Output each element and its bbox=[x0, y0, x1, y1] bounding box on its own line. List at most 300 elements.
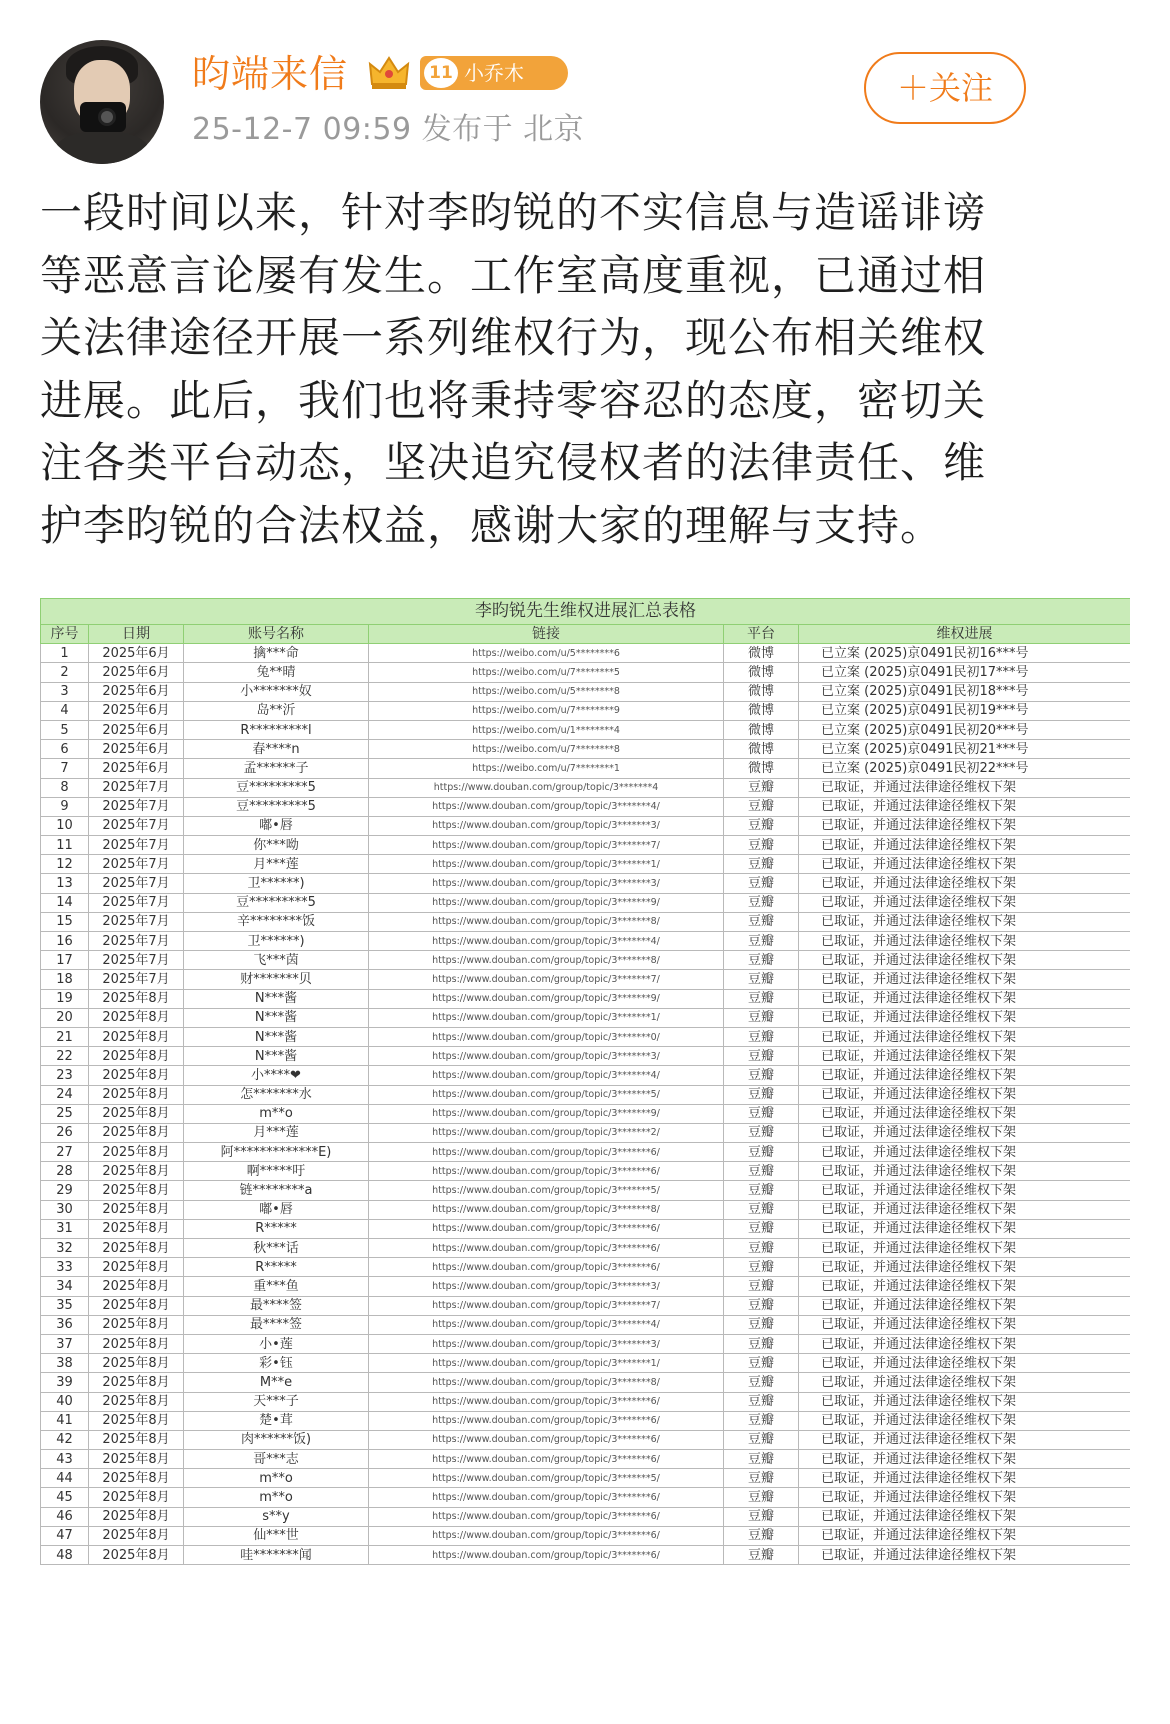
table-cell: 豆瓣 bbox=[724, 1392, 799, 1411]
table-cell: 2 bbox=[41, 663, 89, 682]
table-cell: 22 bbox=[41, 1047, 89, 1066]
table-cell: 2025年8月 bbox=[89, 1239, 184, 1258]
table-cell: 已立案 (2025)京0491民初17***号 bbox=[799, 663, 1131, 682]
table-row bbox=[41, 1469, 1131, 1488]
table-row bbox=[41, 912, 1131, 931]
table-row bbox=[41, 1066, 1131, 1085]
table-cell: https://www.douban.com/group/topic/3*******7/ bbox=[369, 1296, 724, 1315]
table-cell: 2025年8月 bbox=[89, 1392, 184, 1411]
post-line: 进展。此后，我们也将秉持零容忍的态度，密切关 bbox=[40, 375, 987, 425]
table-cell: 豆*********5 bbox=[184, 797, 369, 816]
user-name[interactable]: 昀端来信 bbox=[192, 52, 349, 96]
table-cell: https://www.douban.com/group/topic/3*******6/ bbox=[369, 1411, 724, 1430]
table-row bbox=[41, 1258, 1131, 1277]
table-cell: 微博 bbox=[724, 701, 799, 720]
table-cell: 已取证，并通过法律途径维权下架 bbox=[799, 855, 1131, 874]
table-cell: 已取证，并通过法律途径维权下架 bbox=[799, 1526, 1131, 1545]
table-cell: 1 bbox=[41, 644, 89, 663]
table-cell: 岛**沂 bbox=[184, 701, 369, 720]
table-cell: 豆瓣 bbox=[724, 1085, 799, 1104]
level-badge[interactable] bbox=[420, 56, 568, 90]
table-cell: 29 bbox=[41, 1181, 89, 1200]
table-cell: https://www.douban.com/group/topic/3*******6/ bbox=[369, 1546, 724, 1565]
table-cell: 2025年8月 bbox=[89, 1258, 184, 1277]
table-cell: 2025年6月 bbox=[89, 644, 184, 663]
table-row bbox=[41, 1047, 1131, 1066]
table-cell: R***** bbox=[184, 1219, 369, 1238]
table-cell: https://www.douban.com/group/topic/3*******2/ bbox=[369, 1123, 724, 1142]
table-cell: 34 bbox=[41, 1277, 89, 1296]
table-cell: R*********l bbox=[184, 720, 369, 739]
table-cell: 已取证，并通过法律途径维权下架 bbox=[799, 1296, 1131, 1315]
table-row bbox=[41, 951, 1131, 970]
table-cell: 已取证，并通过法律途径维权下架 bbox=[799, 1258, 1131, 1277]
table-cell: 月***莲 bbox=[184, 1123, 369, 1142]
table-row bbox=[41, 1143, 1131, 1162]
table-cell: 已取证，并通过法律途径维权下架 bbox=[799, 1239, 1131, 1258]
table-row bbox=[41, 1546, 1131, 1565]
table-cell: 2025年6月 bbox=[89, 663, 184, 682]
table-row bbox=[41, 855, 1131, 874]
table-cell: https://weibo.com/u/7********5 bbox=[369, 663, 724, 682]
table-cell: 37 bbox=[41, 1334, 89, 1353]
table-cell: 44 bbox=[41, 1469, 89, 1488]
table-cell: 2025年8月 bbox=[89, 1411, 184, 1430]
table-cell: 3 bbox=[41, 682, 89, 701]
table-cell: https://www.douban.com/group/topic/3*******1/ bbox=[369, 1354, 724, 1373]
table-cell: 2025年8月 bbox=[89, 1162, 184, 1181]
table-cell: https://www.douban.com/group/topic/3*******4 bbox=[369, 778, 724, 797]
table-row bbox=[41, 759, 1131, 778]
table-cell: https://www.douban.com/group/topic/3*******4/ bbox=[369, 1066, 724, 1085]
table-cell: 豆*********5 bbox=[184, 778, 369, 797]
table-cell: https://www.douban.com/group/topic/3*******4/ bbox=[369, 797, 724, 816]
table-cell: https://www.douban.com/group/topic/3*******8/ bbox=[369, 1373, 724, 1392]
table-cell: m**o bbox=[184, 1469, 369, 1488]
table-cell: 8 bbox=[41, 778, 89, 797]
table-cell: 豆瓣 bbox=[724, 912, 799, 931]
table-row bbox=[41, 1526, 1131, 1545]
table-cell: 26 bbox=[41, 1123, 89, 1142]
table-cell: 啊*****吁 bbox=[184, 1162, 369, 1181]
table-cell: m**o bbox=[184, 1104, 369, 1123]
post-line: 注各类平台动态，坚决追究侵权者的法律责任、维 bbox=[40, 438, 987, 487]
table-cell: 春****n bbox=[184, 740, 369, 759]
table-row bbox=[41, 1315, 1131, 1334]
table-cell: 2025年8月 bbox=[89, 1027, 184, 1046]
table-cell: 兔**晴 bbox=[184, 663, 369, 682]
post-line: 护李昀锐的合法权益，感谢大家的理解与支持。 bbox=[40, 500, 944, 550]
table-cell: 已取证，并通过法律途径维权下架 bbox=[799, 1027, 1131, 1046]
table-cell: 已取证，并通过法律途径维权下架 bbox=[799, 989, 1131, 1008]
table-cell: https://www.douban.com/group/topic/3*******6/ bbox=[369, 1488, 724, 1507]
badge-label: 小乔木 bbox=[464, 61, 524, 85]
table-cell: 豆瓣 bbox=[724, 1027, 799, 1046]
table-cell: 微博 bbox=[724, 740, 799, 759]
table-cell: 已立案 (2025)京0491民初21***号 bbox=[799, 740, 1131, 759]
table-row bbox=[41, 663, 1131, 682]
level-badge-icon: 11 bbox=[424, 58, 458, 88]
table-cell: 豆瓣 bbox=[724, 989, 799, 1008]
table-cell: 怎*******水 bbox=[184, 1085, 369, 1104]
table-cell: 已取证，并通过法律途径维权下架 bbox=[799, 1430, 1131, 1449]
table-cell: 豆瓣 bbox=[724, 1239, 799, 1258]
table-cell: 45 bbox=[41, 1488, 89, 1507]
table-cell: 彩•钰 bbox=[184, 1354, 369, 1373]
attached-image-table[interactable] bbox=[40, 598, 1130, 1724]
table-cell: 财*******贝 bbox=[184, 970, 369, 989]
table-cell: https://www.douban.com/group/topic/3*******6/ bbox=[369, 1392, 724, 1411]
table-cell: 2025年8月 bbox=[89, 1123, 184, 1142]
table-cell: 已取证，并通过法律途径维权下架 bbox=[799, 1066, 1131, 1085]
table-cell: 豆瓣 bbox=[724, 1450, 799, 1469]
table-cell: https://www.douban.com/group/topic/3*******5/ bbox=[369, 1085, 724, 1104]
table-cell: 豆瓣 bbox=[724, 1507, 799, 1526]
table-cell: 已取证，并通过法律途径维权下架 bbox=[799, 1488, 1131, 1507]
table-cell: https://www.douban.com/group/topic/3*******3/ bbox=[369, 1334, 724, 1353]
table-cell: https://www.douban.com/group/topic/3*******6/ bbox=[369, 1450, 724, 1469]
table-cell: https://www.douban.com/group/topic/3*******6/ bbox=[369, 1143, 724, 1162]
table-row bbox=[41, 1373, 1131, 1392]
table-row bbox=[41, 970, 1131, 989]
table-cell: 已取证，并通过法律途径维权下架 bbox=[799, 874, 1131, 893]
table-cell: 48 bbox=[41, 1546, 89, 1565]
table-cell: 12 bbox=[41, 855, 89, 874]
table-cell: 豆瓣 bbox=[724, 874, 799, 893]
col-header: 账号名称 bbox=[184, 625, 369, 644]
table-cell: N***酱 bbox=[184, 1027, 369, 1046]
table-cell: 已取证，并通过法律途径维权下架 bbox=[799, 912, 1131, 931]
table-cell: 2025年7月 bbox=[89, 797, 184, 816]
table-cell: https://weibo.com/u/5********8 bbox=[369, 682, 724, 701]
table-cell: 已取证，并通过法律途径维权下架 bbox=[799, 1450, 1131, 1469]
table-cell: 已取证，并通过法律途径维权下架 bbox=[799, 1085, 1131, 1104]
table-cell: https://www.douban.com/group/topic/3*******0/ bbox=[369, 1027, 724, 1046]
table-cell: 2025年8月 bbox=[89, 1354, 184, 1373]
table-cell: 豆瓣 bbox=[724, 1354, 799, 1373]
table-cell: 豆瓣 bbox=[724, 1277, 799, 1296]
table-cell: 豆瓣 bbox=[724, 816, 799, 835]
table-cell: 阿*************E) bbox=[184, 1143, 369, 1162]
table-cell: 43 bbox=[41, 1450, 89, 1469]
table-cell: https://www.douban.com/group/topic/3*******6/ bbox=[369, 1507, 724, 1526]
table-cell: 36 bbox=[41, 1315, 89, 1334]
table-cell: 2025年7月 bbox=[89, 778, 184, 797]
table-cell: 6 bbox=[41, 740, 89, 759]
table-cell: 豆瓣 bbox=[724, 1430, 799, 1449]
post-text bbox=[40, 182, 1130, 557]
table-cell: 2025年8月 bbox=[89, 1315, 184, 1334]
table-cell: 2025年6月 bbox=[89, 740, 184, 759]
table-cell: https://www.douban.com/group/topic/3*******9/ bbox=[369, 893, 724, 912]
table-cell: 2025年8月 bbox=[89, 1143, 184, 1162]
table-cell: 嘟•唇 bbox=[184, 1200, 369, 1219]
table-cell: 2025年8月 bbox=[89, 1219, 184, 1238]
table-cell: https://www.douban.com/group/topic/3*******1/ bbox=[369, 1008, 724, 1027]
table-cell: 微博 bbox=[724, 720, 799, 739]
table-row bbox=[41, 932, 1131, 951]
table-cell: 微博 bbox=[724, 759, 799, 778]
table-cell: https://www.douban.com/group/topic/3*******7/ bbox=[369, 836, 724, 855]
table-row bbox=[41, 1430, 1131, 1449]
table-cell: 天***子 bbox=[184, 1392, 369, 1411]
table-cell: https://www.douban.com/group/topic/3*******3/ bbox=[369, 1277, 724, 1296]
table-cell: 已取证，并通过法律途径维权下架 bbox=[799, 1392, 1131, 1411]
table-cell: 已取证，并通过法律途径维权下架 bbox=[799, 778, 1131, 797]
table-cell: https://weibo.com/u/7********9 bbox=[369, 701, 724, 720]
table-cell: 16 bbox=[41, 932, 89, 951]
table-cell: https://www.douban.com/group/topic/3*******4/ bbox=[369, 932, 724, 951]
table-cell: 已取证，并通过法律途径维权下架 bbox=[799, 1373, 1131, 1392]
table-cell: 2025年8月 bbox=[89, 1047, 184, 1066]
crown-icon bbox=[368, 54, 410, 92]
table-cell: 豆瓣 bbox=[724, 1488, 799, 1507]
table-cell: M**e bbox=[184, 1373, 369, 1392]
table-cell: 5 bbox=[41, 720, 89, 739]
table-cell: 已取证，并通过法律途径维权下架 bbox=[799, 1507, 1131, 1526]
table-cell: 已立案 (2025)京0491民初16***号 bbox=[799, 644, 1131, 663]
table-cell: 微博 bbox=[724, 644, 799, 663]
table-cell: https://weibo.com/u/7********8 bbox=[369, 740, 724, 759]
table-cell: 2025年8月 bbox=[89, 1334, 184, 1353]
table-cell: 31 bbox=[41, 1219, 89, 1238]
table-cell: 25 bbox=[41, 1104, 89, 1123]
table-cell: 已立案 (2025)京0491民初18***号 bbox=[799, 682, 1131, 701]
table-cell: https://www.douban.com/group/topic/3*******6/ bbox=[369, 1162, 724, 1181]
table-cell: https://www.douban.com/group/topic/3*******4/ bbox=[369, 1315, 724, 1334]
table-cell: N***酱 bbox=[184, 989, 369, 1008]
table-row bbox=[41, 1488, 1131, 1507]
table-cell: 月***莲 bbox=[184, 855, 369, 874]
table-cell: https://www.douban.com/group/topic/3*******8/ bbox=[369, 1200, 724, 1219]
table-cell: 豆瓣 bbox=[724, 1162, 799, 1181]
table-cell: 秋***话 bbox=[184, 1239, 369, 1258]
table-cell: 擒***命 bbox=[184, 644, 369, 663]
table-row bbox=[41, 1104, 1131, 1123]
table-cell: 2025年8月 bbox=[89, 1526, 184, 1545]
col-header: 序号 bbox=[41, 625, 89, 644]
table-cell: https://www.douban.com/group/topic/3*******3/ bbox=[369, 816, 724, 835]
table-cell: 小•莲 bbox=[184, 1334, 369, 1353]
table-cell: 豆瓣 bbox=[724, 1200, 799, 1219]
avatar[interactable] bbox=[40, 40, 164, 164]
table-cell: 已取证，并通过法律途径维权下架 bbox=[799, 932, 1131, 951]
table-cell: 2025年8月 bbox=[89, 1181, 184, 1200]
table-cell: 豆瓣 bbox=[724, 1315, 799, 1334]
table-cell: 最****签 bbox=[184, 1315, 369, 1334]
table-cell: 链********a bbox=[184, 1181, 369, 1200]
table-cell: 10 bbox=[41, 816, 89, 835]
table-cell: 豆瓣 bbox=[724, 1526, 799, 1545]
table-cell: 33 bbox=[41, 1258, 89, 1277]
table-cell: https://www.douban.com/group/topic/3*******6/ bbox=[369, 1526, 724, 1545]
table-row bbox=[41, 1354, 1131, 1373]
table-cell: 2025年8月 bbox=[89, 1200, 184, 1219]
table-cell: 已取证，并通过法律途径维权下架 bbox=[799, 951, 1131, 970]
col-header: 平台 bbox=[724, 625, 799, 644]
table-cell: https://www.douban.com/group/topic/3*******6/ bbox=[369, 1430, 724, 1449]
table-row bbox=[41, 1200, 1131, 1219]
table-cell: 2025年7月 bbox=[89, 912, 184, 931]
table-cell: https://www.douban.com/group/topic/3*******7/ bbox=[369, 970, 724, 989]
table-row bbox=[41, 1085, 1131, 1104]
table-cell: 13 bbox=[41, 874, 89, 893]
table-cell: 38 bbox=[41, 1354, 89, 1373]
table-cell: 豆瓣 bbox=[724, 797, 799, 816]
table-cell: N***酱 bbox=[184, 1047, 369, 1066]
table-cell: 微博 bbox=[724, 663, 799, 682]
follow-button[interactable]: ＋关注 bbox=[864, 52, 1026, 124]
table-cell: 飞***茵 bbox=[184, 951, 369, 970]
table-cell: 14 bbox=[41, 893, 89, 912]
table-cell: 2025年6月 bbox=[89, 682, 184, 701]
table-row bbox=[41, 874, 1131, 893]
table-cell: 2025年8月 bbox=[89, 1488, 184, 1507]
table-cell: https://www.douban.com/group/topic/3*******6/ bbox=[369, 1239, 724, 1258]
post-line: 一段时间以来，针对李昀锐的不实信息与造谣诽谤 bbox=[40, 188, 987, 237]
table-cell: 豆瓣 bbox=[724, 951, 799, 970]
table-cell: 已取证，并通过法律途径维权下架 bbox=[799, 1162, 1131, 1181]
post-time-location: 25-12-7 09:59 发布于 北京 bbox=[192, 112, 585, 147]
table-cell: 2025年8月 bbox=[89, 1104, 184, 1123]
table-cell: 豆瓣 bbox=[724, 836, 799, 855]
table-cell: 小****❤ bbox=[184, 1066, 369, 1085]
table-cell: https://www.douban.com/group/topic/3*******9/ bbox=[369, 1104, 724, 1123]
table-cell: 豆瓣 bbox=[724, 1047, 799, 1066]
table-cell: 已取证，并通过法律途径维权下架 bbox=[799, 1181, 1131, 1200]
table-row bbox=[41, 989, 1131, 1008]
table-row bbox=[41, 1296, 1131, 1315]
post-header bbox=[40, 40, 1130, 170]
rights-progress-table bbox=[40, 598, 1130, 1565]
table-cell: https://weibo.com/u/7********1 bbox=[369, 759, 724, 778]
table-cell: 2025年8月 bbox=[89, 1066, 184, 1085]
table-cell: 豆瓣 bbox=[724, 1296, 799, 1315]
table-cell: 2025年7月 bbox=[89, 836, 184, 855]
table-cell: https://weibo.com/u/5********6 bbox=[369, 644, 724, 663]
table-cell: s**y bbox=[184, 1507, 369, 1526]
table-cell: 已取证，并通过法律途径维权下架 bbox=[799, 970, 1131, 989]
table-cell: 已取证，并通过法律途径维权下架 bbox=[799, 836, 1131, 855]
table-cell: 已取证，并通过法律途径维权下架 bbox=[799, 893, 1131, 912]
table-cell: 哥***志 bbox=[184, 1450, 369, 1469]
post-line: 关法律途径开展一系列维权行为，现公布相关维权 bbox=[40, 313, 987, 362]
table-cell: 豆瓣 bbox=[724, 1258, 799, 1277]
table-cell: 辛********饭 bbox=[184, 912, 369, 931]
table-cell: 35 bbox=[41, 1296, 89, 1315]
table-cell: 小*******奴 bbox=[184, 682, 369, 701]
table-cell: R***** bbox=[184, 1258, 369, 1277]
table-row bbox=[41, 1181, 1131, 1200]
table-row bbox=[41, 816, 1131, 835]
table-row bbox=[41, 778, 1131, 797]
table-cell: 已取证，并通过法律途径维权下架 bbox=[799, 1047, 1131, 1066]
table-row bbox=[41, 1027, 1131, 1046]
table-cell: 嘟•唇 bbox=[184, 816, 369, 835]
table-row bbox=[41, 1239, 1131, 1258]
table-cell: 18 bbox=[41, 970, 89, 989]
table-cell: 已取证，并通过法律途径维权下架 bbox=[799, 1334, 1131, 1353]
table-row bbox=[41, 1162, 1131, 1181]
table-cell: 32 bbox=[41, 1239, 89, 1258]
table-cell: 2025年8月 bbox=[89, 1430, 184, 1449]
col-header: 链接 bbox=[369, 625, 724, 644]
table-row bbox=[41, 1219, 1131, 1238]
table-cell: 11 bbox=[41, 836, 89, 855]
table-cell: 豆瓣 bbox=[724, 1104, 799, 1123]
table-cell: 楚•茸 bbox=[184, 1411, 369, 1430]
table-row bbox=[41, 893, 1131, 912]
table-cell: https://www.douban.com/group/topic/3*******5/ bbox=[369, 1469, 724, 1488]
table-cell: 2025年6月 bbox=[89, 759, 184, 778]
table-cell: 已取证，并通过法律途径维权下架 bbox=[799, 1104, 1131, 1123]
table-cell: 卫******) bbox=[184, 874, 369, 893]
col-header: 维权进展 bbox=[799, 625, 1131, 644]
table-cell: 15 bbox=[41, 912, 89, 931]
table-cell: 2025年7月 bbox=[89, 855, 184, 874]
table-cell: 2025年7月 bbox=[89, 932, 184, 951]
table-cell: 47 bbox=[41, 1526, 89, 1545]
table-cell: https://www.douban.com/group/topic/3*******1/ bbox=[369, 855, 724, 874]
table-cell: 4 bbox=[41, 701, 89, 720]
table-cell: 已取证，并通过法律途径维权下架 bbox=[799, 1143, 1131, 1162]
table-cell: https://weibo.com/u/1********4 bbox=[369, 720, 724, 739]
table-cell: 已立案 (2025)京0491民初19***号 bbox=[799, 701, 1131, 720]
table-cell: 已取证，并通过法律途径维权下架 bbox=[799, 1411, 1131, 1430]
table-cell: 已取证，并通过法律途径维权下架 bbox=[799, 1315, 1131, 1334]
table-row bbox=[41, 1008, 1131, 1027]
table-cell: 仙***世 bbox=[184, 1526, 369, 1545]
table-cell: https://www.douban.com/group/topic/3*******3/ bbox=[369, 1047, 724, 1066]
table-cell: https://www.douban.com/group/topic/3*******8/ bbox=[369, 912, 724, 931]
table-row bbox=[41, 1507, 1131, 1526]
table-cell: 微博 bbox=[724, 682, 799, 701]
table-row bbox=[41, 797, 1131, 816]
table-cell: 豆瓣 bbox=[724, 1123, 799, 1142]
table-cell: 豆瓣 bbox=[724, 778, 799, 797]
table-cell: 2025年8月 bbox=[89, 1450, 184, 1469]
table-cell: 2025年7月 bbox=[89, 874, 184, 893]
table-cell: 30 bbox=[41, 1200, 89, 1219]
table-cell: 豆瓣 bbox=[724, 1546, 799, 1565]
table-cell: 2025年8月 bbox=[89, 1008, 184, 1027]
table-cell: 豆瓣 bbox=[724, 893, 799, 912]
table-cell: 42 bbox=[41, 1430, 89, 1449]
table-cell: 2025年6月 bbox=[89, 701, 184, 720]
table-row bbox=[41, 836, 1131, 855]
table-cell: 豆瓣 bbox=[724, 1181, 799, 1200]
table-cell: 已取证，并通过法律途径维权下架 bbox=[799, 1354, 1131, 1373]
table-cell: https://www.douban.com/group/topic/3*******6/ bbox=[369, 1219, 724, 1238]
post-line: 等恶意言论屡有发生。工作室高度重视，已通过相 bbox=[40, 250, 987, 300]
table-cell: https://www.douban.com/group/topic/3*******6/ bbox=[369, 1258, 724, 1277]
table-cell: 2025年8月 bbox=[89, 1373, 184, 1392]
table-cell: 2025年8月 bbox=[89, 1507, 184, 1526]
table-row bbox=[41, 644, 1131, 663]
table-cell: 你***呦 bbox=[184, 836, 369, 855]
table-cell: 豆瓣 bbox=[724, 1066, 799, 1085]
table-cell: 2025年6月 bbox=[89, 720, 184, 739]
table-cell: 41 bbox=[41, 1411, 89, 1430]
table-cell: 哇*******闻 bbox=[184, 1546, 369, 1565]
table-cell: 豆瓣 bbox=[724, 1143, 799, 1162]
table-cell: 豆瓣 bbox=[724, 932, 799, 951]
table-cell: 豆瓣 bbox=[724, 1334, 799, 1353]
table-cell: 已取证，并通过法律途径维权下架 bbox=[799, 1546, 1131, 1565]
table-cell: 最****签 bbox=[184, 1296, 369, 1315]
table-cell: 2025年7月 bbox=[89, 970, 184, 989]
table-cell: 2025年8月 bbox=[89, 1296, 184, 1315]
